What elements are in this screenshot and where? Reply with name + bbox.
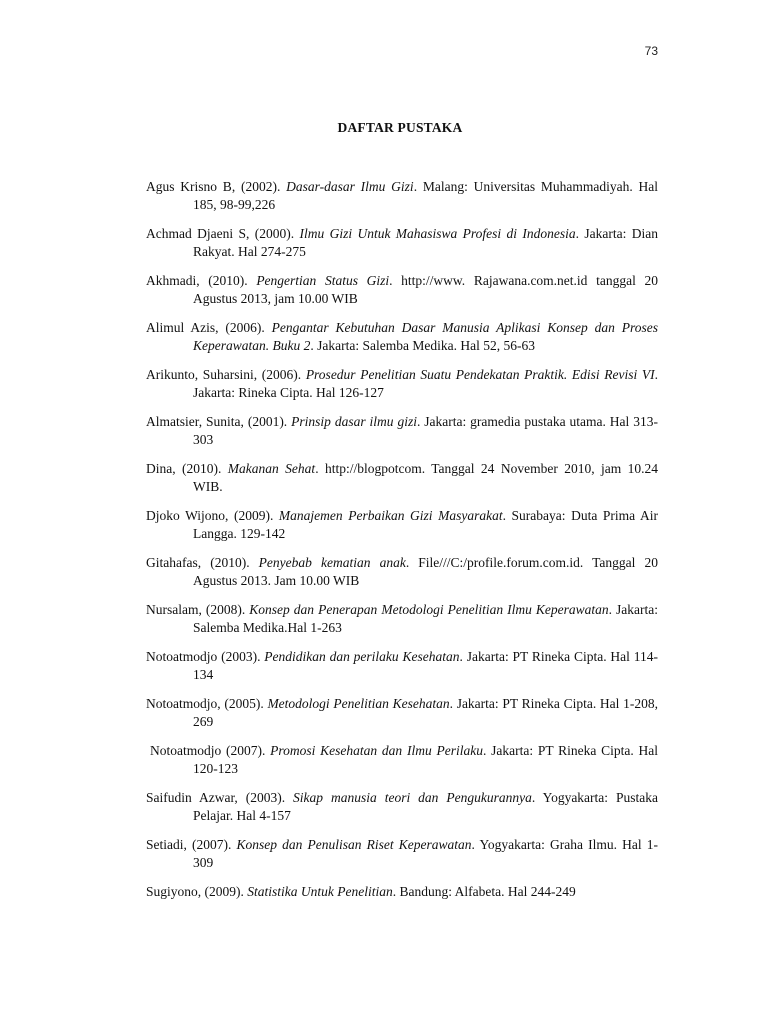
reference-details: . Jakarta: gramedia pustaka utama. Hal 313-303 [193,414,658,447]
reference-title: Sikap manusia teori dan Pengukurannya [293,790,532,805]
reference-title: Makanan Sehat [227,461,316,476]
reference-details: . Yogyakarta: Pustaka Pelajar. Hal 4-157 [193,790,658,823]
reference-item [146,695,658,730]
reference-title: Prosedur Penelitian Suatu Pendekatan Praktik. Edisi Revisi VI [305,367,655,382]
reference-author: Almatsier, Sunita, (2001). [146,414,292,429]
reference-item [146,507,658,542]
reference-details: . http://blogpotcom. Tanggal 24 November 2010, jam 10.24 WIB. [193,461,659,494]
reference-title: Promosi Kesehatan dan Ilmu Perilaku [270,743,483,758]
reference-details: . Bandung: Alfabeta. Hal 244-249 [392,884,576,899]
reference-details: . Malang: Universitas Muhammadiyah. Hal 185, 98-99,226 [193,179,659,212]
reference-list [146,178,658,913]
reference-item [146,648,658,683]
reference-item [146,554,658,589]
reference-author: Dina, (2010). [146,461,228,476]
reference-item [146,178,658,213]
reference-title: Penyebab kematian anak [258,555,406,570]
reference-author: Akhmadi, (2010). [146,273,257,288]
reference-author: Alimul Azis, (2006). [146,320,272,335]
reference-details: . File///C:/profile.forum.com.id. Tanggal 20 Agustus 2013. Jam 10.00 WIB [193,555,659,588]
reference-item [146,272,658,307]
reference-author: Notoatmodjo, (2005). [146,696,268,711]
reference-details: . Jakarta: PT Rineka Cipta. Hal 1-208, 269 [193,696,658,729]
reference-details: . Surabaya: Duta Prima Air Langga. 129-142 [193,508,658,541]
reference-title: Metodologi Penelitian Kesehatan [267,696,450,711]
reference-details: . Jakarta: PT Rineka Cipta. Hal 114-134 [193,649,658,682]
reference-author: Gitahafas, (2010). [146,555,259,570]
reference-title: Konsep dan Penerapan Metodologi Penelitian Ilmu Keperawatan [249,602,609,617]
reference-details: . Yogyakarta: Graha Ilmu. Hal 1-309 [193,837,658,870]
reference-title: Ilmu Gizi Untuk Mahasiswa Profesi di Indonesia [299,226,576,241]
reference-author: Agus Krisno B, (2002). [146,179,287,194]
reference-author: Djoko Wijono, (2009). [146,508,279,523]
reference-details: . Jakarta: Salemba Medika.Hal 1-263 [193,602,658,635]
reference-author: Notoatmodjo (2003). [146,649,265,664]
reference-item [146,836,658,871]
reference-title: Pengertian Status Gizi [256,273,390,288]
reference-item [146,789,658,824]
reference-item [146,883,658,901]
page-number: 73 [644,44,658,58]
reference-title: Prinsip dasar ilmu gizi [291,414,417,429]
reference-title: Pendidikan dan perilaku Kesehatan [264,649,460,664]
reference-author: Saifudin Azwar, (2003). [146,790,294,805]
reference-item [146,601,658,636]
reference-author: Notoatmodjo (2007). [150,743,271,758]
reference-item [146,366,658,401]
reference-author: Nursalam, (2008). [146,602,250,617]
reference-author: Setiadi, (2007). [146,837,237,852]
reference-item [146,319,658,354]
reference-title: Dasar-dasar Ilmu Gizi [286,179,414,194]
reference-item [150,742,658,777]
reference-author: Arikunto, Suharsini, (2006). [146,367,306,382]
reference-title: Statistika Untuk Penelitian [247,884,393,899]
reference-title: Konsep dan Penulisan Riset Keperawatan [236,837,472,852]
page-title: DAFTAR PUSTAKA [337,120,463,135]
reference-details: . Jakarta: Dian Rakyat. Hal 274-275 [193,226,659,259]
reference-details: . Jakarta: Salemba Medika. Hal 52, 56-63 [310,337,535,353]
reference-title: Manajemen Perbaikan Gizi Masyarakat [278,508,503,523]
reference-title: Pengantar Kebutuhan Dasar Manusia Aplikasi Konsep dan Proses Keperawatan. Buku 2 [193,320,658,353]
reference-author: Achmad Djaeni S, (2000). [146,226,300,241]
reference-item [146,460,658,495]
reference-item [146,225,658,260]
reference-item [146,413,658,448]
reference-details: . http://www. Rajawana.com.net.id tanggal 20 Agustus 2013, jam 10.00 WIB [193,273,658,306]
reference-author: Sugiyono, (2009). [146,884,248,899]
reference-details: . Jakarta: Rineka Cipta. Hal 126-127 [193,367,658,400]
reference-details: . Jakarta: PT Rineka Cipta. Hal 120-123 [193,743,658,776]
